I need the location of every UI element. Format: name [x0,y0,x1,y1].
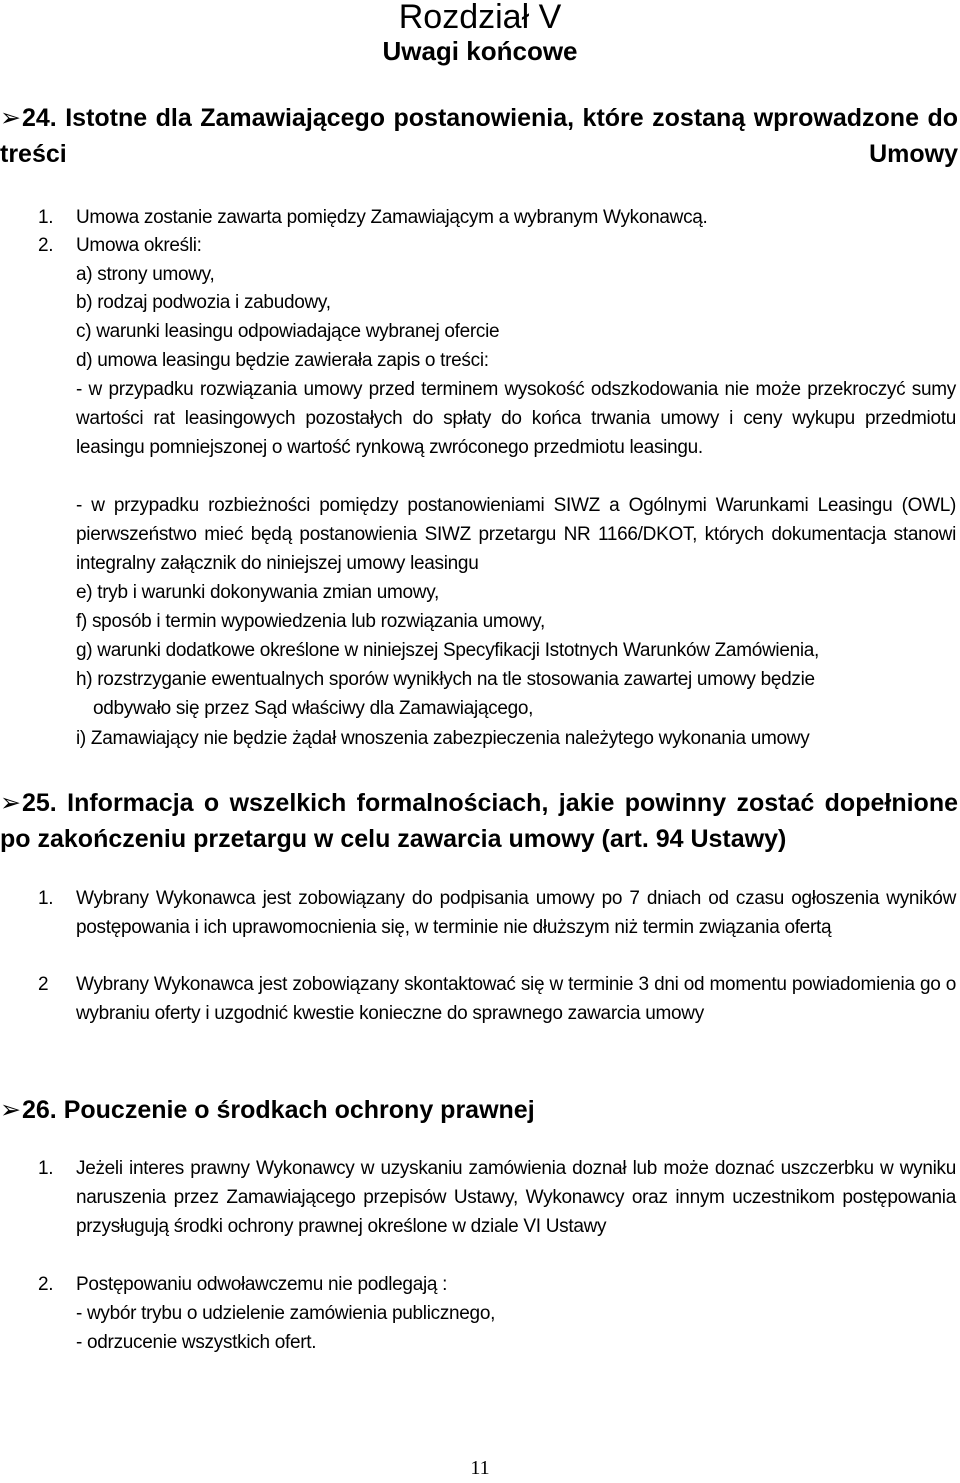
s24-dash-1: - w przypadku rozwiązania umowy przed terminem wysokość odszkodowania nie może przekroczyć sumy wartości rat leasingowych pozostałych do spłaty do końca trwania umowy i ceny wykupu przedmiotu leasingu pomniejszonej o wartość rynkową zwróconego przedmiotu leasingu. [76,379,956,458]
chapter-title: Rozdział V [398,0,562,36]
s24-item-1 [38,203,938,232]
s24-item-b: b) rodzaj podwozia i zabudowy, [76,292,331,313]
item-number: 2. [38,1274,54,1295]
s25-item-1 [38,884,956,942]
section-24-heading [0,100,960,172]
arrow-bullet-icon: ➢ [0,103,21,132]
item-text: Wybrany Wykonawca jest zobowiązany do podpisania umowy po 7 dniach od czasu ogłoszenia wyników postępowania i ich uprawomocnienia się, w terminie nie dłuższym niż termin związania ofertą [76,888,956,938]
section-25-heading-text: 25. Informacja o wszelkich formalnościach, jakie powinny zostać dopełnione po zakończeniu przetargu w celu zawarcia umowy (art. 94 Ustawy) [0,789,958,853]
s24-item-i: i) Zamawiający nie będzie żądał wnoszenia zabezpieczenia należytego wykonania umowy [76,728,810,749]
item-text: Umowa określi: [76,235,202,256]
s26-dash-1: - wybór trybu o udzielenie zamówienia publicznego, [76,1303,496,1324]
section-24-heading-text: 24. Istotne dla Zamawiającego postanowienia, które zostaną wprowadzone do treści Umowy [0,104,958,168]
s24-item-h: h) rozstrzyganie ewentualnych sporów wynikłych na tle stosowania zawartej umowy będzie [76,669,815,690]
s24-item-2 [38,231,938,260]
item-number: 1. [38,1158,54,1179]
item-text: Wybrany Wykonawca jest zobowiązany skontaktować się w terminie 3 dni od momentu powiadomienia go o wybraniu oferty i uzgodnić kwestie konieczne do sprawnego zawarcia umowy [76,974,956,1024]
s24-item-d: d) umowa leasingu będzie zawierała zapis o treści: [76,350,489,371]
s24-dash-2: - w przypadku rozbieżności pomiędzy postanowieniami SIWZ a Ogólnymi Warunkami Leasingu (OWL) pierwszeństwo mieć będą postanowienia SIWZ przetargu NR 1166/DKOT, których dokumentacja stanowi integralny załącznik do niniejszej umowy leasingu [76,495,956,574]
s24-item-f: f) sposób i termin wypowiedzenia lub rozwiązania umowy, [76,611,545,632]
s25-item-2 [38,970,956,1028]
page-number: 11 [470,1457,490,1479]
s24-item-c: c) warunki leasingu odpowiadające wybranej ofercie [76,321,500,342]
arrow-bullet-icon: ➢ [0,788,21,817]
section-26-heading [0,1092,960,1128]
item-text: Umowa zostanie zawarta pomiędzy Zamawiającym a wybranym Wykonawcą. [76,207,708,228]
item-number: 1. [38,888,54,909]
item-number: 2 [38,974,49,995]
s24-item-g: g) warunki dodatkowe określone w niniejszej Specyfikacji Istotnych Warunków Zamówienia, [76,640,820,661]
item-number: 2. [38,235,54,256]
section-26-heading-text: 26. Pouczenie o środkach ochrony prawnej [22,1096,535,1124]
s24-item-a: a) strony umowy, [76,264,215,285]
item-text: Postępowaniu odwoławczemu nie podlegają : [76,1274,448,1295]
s24-item-e: e) tryb i warunki dokonywania zmian umowy, [76,582,439,603]
item-number: 1. [38,207,54,228]
s26-item-1 [38,1154,956,1241]
s26-item-2 [38,1270,938,1299]
item-text: Jeżeli interes prawny Wykonawcy w uzyskaniu zamówienia doznał lub może doznać uszczerbku w wyniku naruszenia przez Zamawiającego przepisów Ustawy, Wykonawcy oraz innym uczestnikom postępowania przysługują środki ochrony prawnej określone w dziale VI Ustawy [76,1158,956,1237]
s26-dash-2: - odrzucenie wszystkich ofert. [76,1332,317,1353]
s24-item-h-cont: odbywało się przez Sąd właściwy dla Zamawiającego, [93,698,534,719]
arrow-bullet-icon: ➢ [0,1095,21,1124]
section-25-heading [0,785,960,857]
chapter-subtitle: Uwagi końcowe [382,36,578,66]
